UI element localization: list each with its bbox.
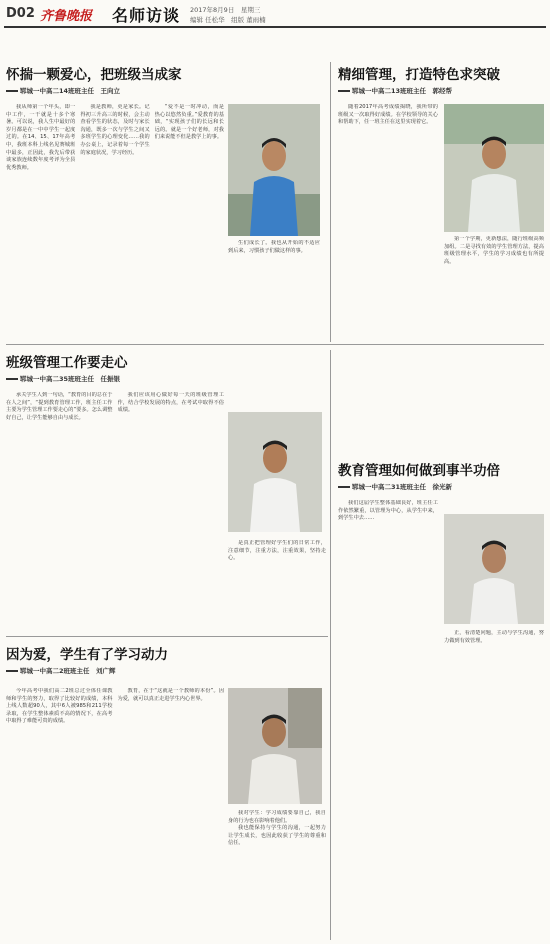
article-4 — [338, 462, 544, 491]
article-5-body — [6, 688, 224, 940]
newspaper-logo: 齐鲁晚报 — [40, 9, 93, 24]
article-5 — [6, 646, 326, 675]
article-2-headline: 精细管理，打造特色求突破 — [338, 67, 500, 83]
article-5-col-3: 我对学生：学习成绩要靠自己，我自身的行为也在影响着他们。 — [228, 810, 326, 824]
article-3-body — [6, 392, 224, 632]
article-1-headline: 怀揣一颗爱心，把班级当成家 — [6, 67, 182, 83]
article-3 — [6, 354, 326, 383]
article-1 — [6, 66, 326, 95]
article-1-portrait-photo — [228, 104, 320, 236]
article-1-body — [6, 104, 224, 340]
article-3-byline: 郓城一中高二35班班主任 任振银 — [6, 374, 326, 383]
article-1-body-continued — [228, 240, 320, 340]
article-4-body — [338, 500, 438, 940]
section-title: 名师访谈 — [112, 6, 181, 25]
page-header — [0, 0, 550, 30]
column-divider-lower — [330, 350, 331, 940]
article-3-col-1: 承关学生人到一句话，“教育的目的总在于在人之间”，“提到教育管理工作，班主任工作主要为学生管理工作要走心的”要多。怎么调整好自己，让学生能够自由与成长。 — [6, 392, 113, 421]
article-4-col-2: 正，看清楚问题，主动与学生沟通，努力做到有效管理。 — [444, 630, 544, 644]
article-3-col-3: 是真正把管理好学生们的日常工作，注意细节，注重方法，注重效果，坚持走心。 — [228, 540, 326, 562]
article-2-body — [338, 104, 438, 342]
issue-date: 2017年8月9日 星期三 — [190, 6, 261, 14]
article-2-body-continued — [444, 236, 544, 342]
article-5-portrait-photo — [228, 688, 322, 804]
article-5-col-2: 教育，在于“这就是一个教师的本份”。因为爱，就可以真正走进学生内心世界。 — [117, 688, 224, 702]
article-2-byline: 郓城一中高二13班班主任 郭经帮 — [338, 86, 544, 95]
section-divider-left — [6, 636, 328, 637]
article-5-col-1: 今年高考中我们高二2班总过全体任课教师和学生的努力，取得了比较好的成绩，本科上线人数超90人，其中6人被985和211学校录取，在学生整体素质不高的情况下，在高考中取得了难能可贵的成绩。 — [6, 688, 113, 725]
article-4-body-continued — [444, 630, 544, 940]
column-divider — [330, 62, 331, 342]
article-5-byline: 郓城一中高二2班班主任 刘广辉 — [6, 666, 326, 675]
article-2-portrait-photo — [444, 104, 544, 232]
article-5-col-4: 我也能保持与学生的沟通，一起努力让学生成长，也因此收获了学生的尊重和信任。 — [228, 825, 326, 847]
article-2 — [338, 66, 544, 95]
article-1-col-4: 生们成长了。我也从开始的不适应到后来，习惯孩子们做这样的事。 — [228, 240, 320, 254]
article-1-col-3: “爱不是一时冲动，而是热心以悠然负重。”爱教育的基础，“实现孩子们的长远和长远的。就是一个好老师，对我们来说能不但是教学上的事。 — [154, 104, 224, 141]
section-divider — [6, 344, 544, 345]
article-2-col-1: 随着2017年高考成绩揭晓，我所带的班级又一次取得好成绩。在学校领导的关心和帮助下，任一班主任在这里实现着它。 — [338, 104, 438, 126]
article-5-body-continued — [228, 810, 326, 940]
article-4-headline: 教育管理如何做到事半功倍 — [338, 463, 500, 479]
article-3-headline: 班级管理工作要走心 — [6, 355, 128, 371]
article-4-portrait-photo — [444, 514, 544, 624]
header-rule — [4, 26, 546, 28]
article-2-col-2: 第一个学期，更新想法，随行班级高频加组。二是寻找有效的学生管理方法，提高班级管理水平，学生的学习成绩也有所提高。 — [444, 236, 544, 265]
article-3-col-2: 我们应该用心做好每一天的班级管理工作，结合学校发展的特点，在考试中取得不俗成绩。 — [117, 392, 224, 414]
article-3-portrait-photo — [228, 412, 322, 532]
editor-credits: 编辑 任松华 组版 董雨楠 — [190, 16, 266, 24]
article-1-col-2: 我是教师，更是家长。记得初三升高三的时候，会主动查看学生的状态，及时与家长沟通，既多一次与学生之间又多班学生的心理变化……我的办公桌上，记录着每一个学生的家庭状况，学习经历。 — [80, 104, 150, 156]
article-5-headline: 因为爱，学生有了学习动力 — [6, 647, 168, 663]
article-4-byline: 郓城一中高二31班班主任 徐光新 — [338, 482, 544, 491]
page-number: D02 — [6, 6, 35, 21]
article-1-col-1: 我从师第一个年头，即一中工作，一干就是十多个寒暑。可以说，我人生中最好的岁月都是在一中中学生一起度过的。在14、15、17年高考中，我班本科上线名见赛城班中最多，正因此，我先后带获谈家族连续数年度考评为全县优秀教师。 — [6, 104, 76, 171]
article-4-col-1: 我们这届学生整体基础良好，班主任工作依然繁重，以管理为中心，从学生中来，到学生中去…… — [338, 500, 438, 522]
article-3-body-continued — [228, 540, 326, 632]
article-1-byline: 郓城一中高二14班班主任 王向立 — [6, 86, 326, 95]
